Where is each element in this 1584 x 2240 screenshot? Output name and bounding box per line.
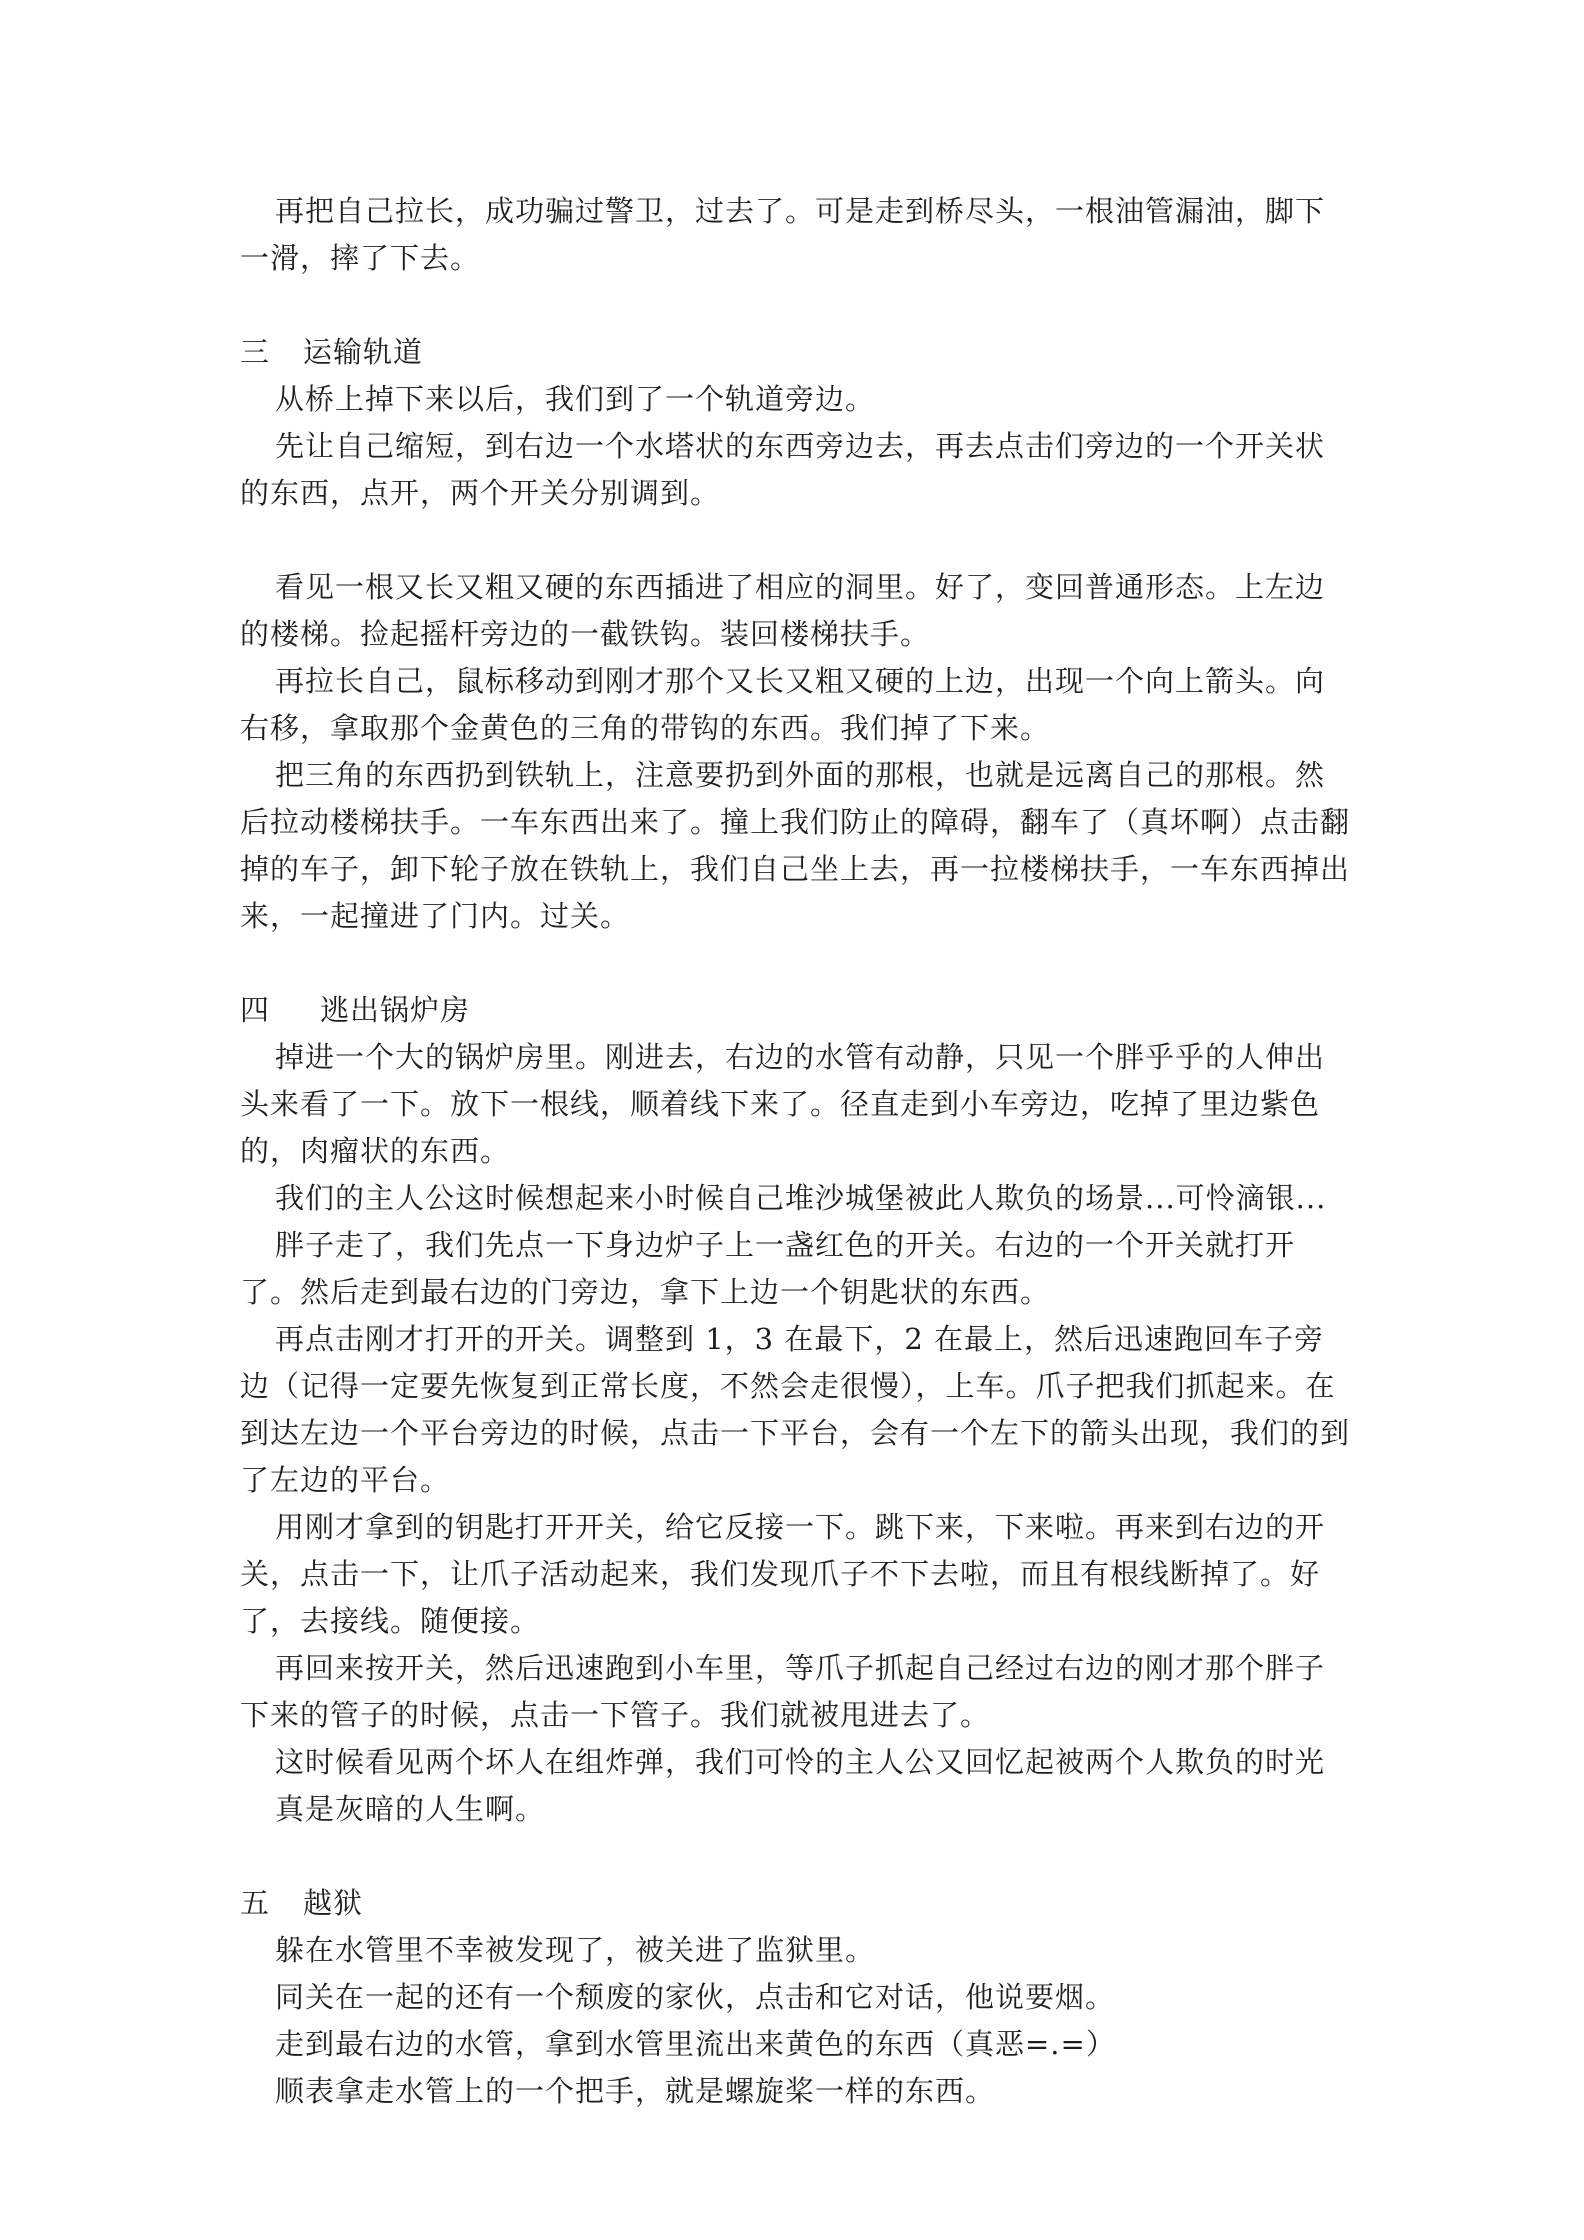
body-paragraph: 再拉长自己，鼠标移动到刚才那个又长又粗又硬的上边，出现一个向上箭头。向右移，拿取那个金黄色的三角的带钩的东西。我们掉了下来。	[240, 664, 1326, 745]
body-paragraph: 同关在一起的还有一个颓废的家伙，点击和它对话，他说要烟。	[275, 1980, 1116, 2014]
section-title: 越狱	[303, 1886, 364, 1920]
section-heading	[240, 329, 1350, 376]
section-number: 五	[240, 1886, 271, 1920]
section-heading	[240, 1880, 1350, 1927]
section-title: 逃出锅炉房	[320, 993, 471, 1027]
section-number: 三	[240, 335, 271, 369]
body-paragraph: 真是灰暗的人生啊。	[275, 1792, 546, 1826]
body-paragraph: 再点击刚才打开的开关。调整到 1，3 在最下，2 在最上，然后迅速跑回车子旁边（记得一定要先恢复到正常长度，不然会走很慢），上车。爪子把我们抓起来。在到达左边一个平台旁边的时候，点击一下平台，会有一个左下的箭头出现，我们的到了左边的平台。	[240, 1322, 1351, 1497]
body-paragraph: 这时候看见两个坏人在组炸弹，我们可怜的主人公又回忆起被两个人欺负的时光	[275, 1745, 1326, 1779]
section-number: 四	[240, 993, 271, 1027]
section-title: 运输轨道	[303, 335, 424, 369]
body-paragraph: 我们的主人公这时候想起来小时候自己堆沙城堡被此人欺负的场景...可怜滴银...	[275, 1181, 1327, 1215]
body-paragraph: 掉进一个大的锅炉房里。刚进去，右边的水管有动静，只见一个胖乎乎的人伸出头来看了一下。放下一根线，顺着线下来了。径直走到小车旁边，吃掉了里边紫色的，肉瘤状的东西。	[240, 1040, 1326, 1168]
section-heading	[240, 987, 1350, 1034]
body-paragraph: 把三角的东西扔到铁轨上，注意要扔到外面的那根，也就是远离自己的那根。然后拉动楼梯扶手。一车东西出来了。撞上我们防止的障碍，翻车了（真坏啊）点击翻掉的车子，卸下轮子放在铁轨上，我们自己坐上去，再一拉楼梯扶手，一车东西掉出来，一起撞进了门内。过关。	[240, 758, 1351, 933]
body-paragraph: 看见一根又长又粗又硬的东西插进了相应的洞里。好了，变回普通形态。上左边的楼梯。捡起摇杆旁边的一截铁钩。装回楼梯扶手。	[240, 570, 1326, 651]
body-paragraph: 胖子走了，我们先点一下身边炉子上一盏红色的开关。右边的一个开关就打开了。然后走到最右边的门旁边，拿下上边一个钥匙状的东西。	[240, 1228, 1296, 1309]
body-paragraph: 走到最右边的水管，拿到水管里流出来黄色的东西（真恶=.=）	[275, 2027, 1116, 2061]
paragraph-spacer	[240, 1833, 1350, 1880]
body-paragraph: 先让自己缩短，到右边一个水塔状的东西旁边去，再去点击们旁边的一个开关状的东西，点开，两个开关分别调到。	[240, 429, 1326, 510]
paragraph-spacer	[240, 517, 1350, 564]
body-paragraph: 躲在水管里不幸被发现了，被关进了监狱里。	[275, 1933, 876, 1967]
body-paragraph: 用刚才拿到的钥匙打开开关，给它反接一下。跳下来，下来啦。再来到右边的开关，点击一下，让爪子活动起来，我们发现爪子不下去啦，而且有根线断掉了。好了，去接线。随便接。	[240, 1510, 1326, 1638]
paragraph-spacer	[240, 282, 1350, 329]
body-paragraph: 再把自己拉长，成功骗过警卫，过去了。可是走到桥尽头，一根油管漏油，脚下一滑，摔了下去。	[240, 194, 1326, 275]
paragraph-spacer	[240, 940, 1350, 987]
document-page	[240, 188, 1350, 2115]
body-paragraph: 再回来按开关，然后迅速跑到小车里，等爪子抓起自己经过右边的刚才那个胖子下来的管子的时候，点击一下管子。我们就被甩进去了。	[240, 1651, 1326, 1732]
body-paragraph: 从桥上掉下来以后，我们到了一个轨道旁边。	[275, 382, 876, 416]
body-paragraph: 顺表拿走水管上的一个把手，就是螺旋桨一样的东西。	[275, 2074, 996, 2108]
